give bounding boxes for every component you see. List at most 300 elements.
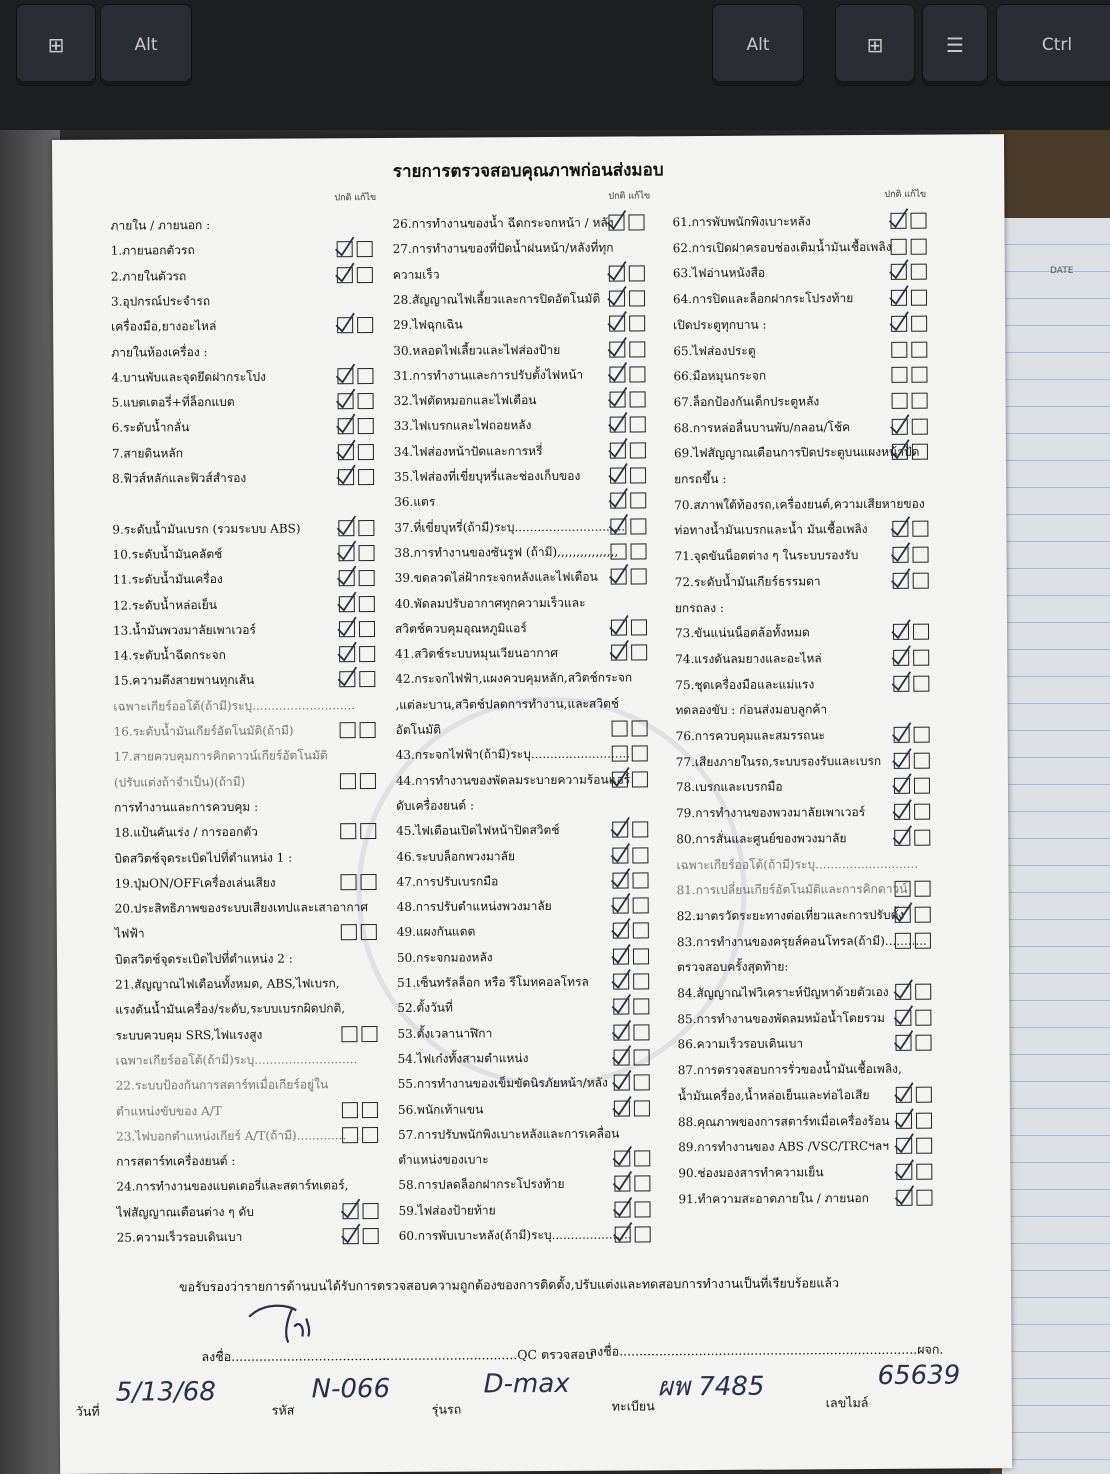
checkbox-fix[interactable]: [630, 417, 646, 433]
mileage-label: เลขไมล์: [825, 1395, 869, 1411]
notebook-date-label: DATE: [1050, 266, 1074, 276]
menu-icon: ☰: [946, 33, 964, 57]
checklist-item-label: 5.แบตเตอรี่+ที่ล็อกแบต: [111, 394, 235, 410]
keyboard: [0, 0, 1110, 130]
checkmark-icon: [611, 1094, 633, 1118]
checklist-form: [52, 134, 1012, 1474]
checkbox-fix[interactable]: [358, 545, 374, 561]
checkbox-fix[interactable]: [632, 720, 648, 736]
checkbox-fix[interactable]: [911, 264, 927, 280]
checklist-item-label: 34.ไฟส่องหน้าปัดและการหรี่: [393, 443, 543, 459]
checkbox-normal[interactable]: [892, 393, 908, 409]
checkmark-icon: [610, 892, 632, 916]
checkbox-fix[interactable]: [916, 1086, 932, 1102]
checkmark-icon: [605, 208, 627, 232]
checkmark-icon: [611, 1145, 633, 1169]
code-label: รหัส: [271, 1402, 295, 1418]
checklist-item-label: 46.ระบบล็อกพวงมาลัย: [396, 848, 516, 864]
checkbox-fix[interactable]: [910, 213, 926, 229]
checkmark-icon: [893, 1158, 915, 1182]
checkmark-icon: [892, 901, 914, 925]
checkbox-fix[interactable]: [632, 847, 648, 863]
checklist-item-label: 37.ที่เขี่ยบุหรี่(ถ้ามี)ระบุ.............................: [394, 519, 626, 535]
checkbox-normal[interactable]: [340, 773, 356, 789]
checkmark-icon: [890, 669, 912, 693]
checkbox-fix[interactable]: [913, 624, 929, 640]
checkmark-icon: [611, 1043, 633, 1067]
checklist-item-label: 47.การปรับเบรกมือ: [396, 874, 499, 889]
checklist-item-label: การสตาร์ทเครื่องยนต์ :: [116, 1153, 236, 1169]
checklist-item-label: 78.เบรกและเบรกมือ: [675, 779, 783, 795]
date-value: 5/13/68: [115, 1377, 216, 1408]
checkbox-fix[interactable]: [357, 317, 373, 333]
checkbox-fix[interactable]: [359, 671, 375, 687]
checkmark-icon: [607, 461, 629, 485]
checklist-item-label: ความเร็ว: [392, 267, 440, 282]
checklist-item-label: บิดสวิตช์จุดระเบิดไปที่ตำแหน่ง 1 :: [114, 850, 293, 866]
checklist-item-label: 50.กระจกมองหลัง: [396, 950, 493, 965]
checklist-item-label: อัตโนมัติ: [395, 722, 442, 737]
checklist-item-label: (ปรับแต่งถ้าจำเป็น)(ถ้ามี): [113, 774, 246, 790]
checkmark-icon: [335, 539, 357, 563]
checkmark-icon: [608, 563, 630, 587]
checklist-item-label: 45.ไฟเตือนเปิดไฟหน้าปิดสวิตช์: [396, 823, 560, 839]
checklist-item-label: ระบบควบคุม SRS,ไฟแรงสูง: [115, 1027, 263, 1043]
checkbox-fix[interactable]: [632, 822, 648, 838]
checklist-item-label: 59.ไฟส่องป้ายท้าย: [398, 1202, 496, 1218]
checkbox-fix[interactable]: [635, 1226, 651, 1242]
checkmark-icon: [891, 772, 913, 796]
checkbox-fix[interactable]: [915, 1035, 931, 1051]
checkbox-fix[interactable]: [632, 746, 648, 762]
checklist-item-label: ไฟสัญญาณเตือนต่าง ๆ ดับ: [116, 1204, 254, 1220]
checklist-item-label: 3.อุปกรณ์ประจำรถ: [110, 293, 211, 309]
checkmark-icon: [888, 258, 910, 282]
checkbox-fix[interactable]: [913, 547, 929, 563]
checklist-item-label: 84.สัญญาณไฟวิเคราะห์ปัญหาด้วยตัวเอง: [677, 984, 889, 1001]
checklist-item-label: 12.ระดับน้ำหล่อเย็น: [112, 597, 218, 613]
checkbox-fix[interactable]: [630, 442, 646, 458]
checkbox-fix[interactable]: [357, 267, 373, 283]
checkmark-icon: [893, 1106, 915, 1130]
checkbox-fix[interactable]: [633, 973, 649, 989]
checkmark-icon: [334, 235, 356, 259]
checkbox-fix[interactable]: [359, 596, 375, 612]
checkmark-icon: [608, 613, 630, 637]
checkbox-fix[interactable]: [634, 1049, 650, 1065]
checkmark-icon: [606, 259, 628, 283]
checklist-item-label: 63.ไฟอ่านหนังสือ: [672, 266, 766, 281]
checkbox-fix[interactable]: [916, 1189, 932, 1205]
checkbox-fix[interactable]: [629, 265, 645, 281]
checkmark-icon: [888, 284, 910, 308]
checkbox-fix[interactable]: [632, 872, 648, 888]
checklist-item-label: 38.การทำงานของซันรูฟ (ถ้ามี),,,,,,,,,,,,,,,,: [394, 544, 619, 560]
checkmark-icon: [334, 362, 356, 386]
checkbox-normal[interactable]: [895, 881, 911, 897]
checkbox-fix[interactable]: [916, 1138, 932, 1154]
checkbox-fix[interactable]: [360, 823, 376, 839]
checklist-item-label: 25.ความเร็วรอบเดินเบา: [116, 1229, 243, 1245]
checkbox-fix[interactable]: [632, 771, 648, 787]
checklist-item-label: 90.ช่องมองสารทำความเย็น: [678, 1165, 824, 1181]
checklist-item-label: 83.การทำงานของครุยส์คอนโทรล(ถ้ามี)...........: [676, 933, 927, 949]
checklist-item-label: 73.ขันแน่นน็อตล้อทั้งหมด: [674, 625, 810, 641]
checkbox-fix[interactable]: [914, 804, 930, 820]
checklist-item-label: 61.การพับพนักพิงเบาะหลัง: [672, 214, 811, 230]
checkbox-normal[interactable]: [895, 932, 911, 948]
keyboard-key-menu-icon: [922, 4, 988, 86]
checklist-item-label: 53.ตั้งเวลานาฬิกา: [397, 1025, 493, 1041]
manager-signature-line: ลงชื่อ...........................................................................ผจก.: [589, 1341, 944, 1359]
checkbox-normal[interactable]: [891, 341, 907, 357]
checklist-item-label: เฉพาะเกียร์ออโต้(ถ้ามี)ระบุ...........................: [115, 1052, 358, 1068]
checklist-item-label: น้ำมันเครื่อง,น้ำหล่อเย็นและท่อไอเสีย: [677, 1087, 870, 1103]
checkbox-normal[interactable]: [342, 1127, 358, 1143]
checklist-item-label: ดับเครื่องยนต์ :: [396, 798, 475, 813]
checkmark-icon: [334, 261, 356, 285]
checkbox-fix[interactable]: [915, 881, 931, 897]
checkmark-icon: [336, 590, 358, 614]
checkbox-fix[interactable]: [913, 675, 929, 691]
checkbox-fix[interactable]: [362, 1102, 378, 1118]
checklist-item-label: 31.การทำงานและการปรับตั้งไฟหน้า: [393, 367, 584, 383]
checklist-item-label: 81.การเปลี่ยนเกียร์อัตโนมัติและการคิกดาวน์: [676, 881, 908, 898]
checkmark-icon: [890, 567, 912, 591]
checkbox-fix[interactable]: [358, 393, 374, 409]
checklist-item-label: 89.การทำงานของ ABS /VSC/TRCฯลฯ: [678, 1139, 890, 1155]
checkmark-icon: [612, 1220, 634, 1244]
checklist-item-label: ภายในห้องเครื่อง :: [111, 344, 208, 360]
checklist-item-label: 17.สายควบคุมการคิกดาวน์เกียร์อัตโนมัติ: [113, 748, 328, 764]
checklist-item-label: 68.การหล่อลื่นบานพับ/กลอน/โช้ค: [673, 419, 851, 435]
checklist-item-label: เปิดประตูทุกบาน :: [673, 317, 767, 333]
checkmark-icon: [335, 463, 357, 487]
checkmark-icon: [893, 1183, 915, 1207]
checkbox-fix[interactable]: [915, 984, 931, 1000]
checklist-item-label: การทำงานและการควบคุม :: [114, 799, 259, 815]
checkmark-icon: [892, 1003, 914, 1027]
checkmark-icon: [606, 310, 628, 334]
key-label: Alt: [746, 35, 770, 55]
plate-label: ทะเบียน: [611, 1398, 655, 1414]
checkmark-icon: [609, 866, 631, 890]
checkbox-fix[interactable]: [634, 1075, 650, 1091]
checklist-item-label: 23.ไฟบอกตำแหน่งเกียร์ A/T(ถ้ามี).............: [116, 1128, 347, 1144]
checkmark-icon: [609, 841, 631, 865]
checklist-item-label: 70.สภาพใต้ท้องรถ,เครื่องยนต์,ความเสียหายของ: [674, 496, 925, 512]
checkbox-normal[interactable]: [891, 367, 907, 383]
checkmark-icon: [611, 1195, 633, 1219]
checkmark-icon: [891, 721, 913, 745]
keyboard-key-windows-icon: [16, 4, 96, 86]
checkbox-fix[interactable]: [631, 644, 647, 660]
checkmark-icon: [611, 1170, 633, 1194]
checkbox-fix[interactable]: [630, 518, 646, 534]
checkmark-icon: [606, 335, 628, 359]
checklist-item-label: 71.จุดขันน็อตต่าง ๆ ในระบบรองรับ: [674, 548, 859, 564]
checklist-item-label: 15.ความตึงสายพานทุกเส้น: [113, 673, 255, 689]
checkmark-icon: [606, 360, 628, 384]
checklist-item-label: บิดสวิตช์จุดระเบิดไปที่ตำแหน่ง 2 :: [114, 951, 293, 967]
checkmark-icon: [888, 310, 910, 334]
checklist-item-label: 35.ไฟส่องที่เขี่ยบุหรี่และช่องเก็บของ: [394, 468, 581, 484]
checkbox-normal[interactable]: [612, 746, 628, 762]
checkbox-fix[interactable]: [914, 829, 930, 845]
checkbox-fix[interactable]: [363, 1228, 379, 1244]
checkbox-fix[interactable]: [629, 316, 645, 332]
checklist-item-label: 91.ทำความสะอาดภายใน / ภายนอก: [678, 1190, 869, 1206]
checkbox-fix[interactable]: [362, 1127, 378, 1143]
checkmark-icon: [606, 284, 628, 308]
checkbox-fix[interactable]: [912, 418, 928, 434]
checklist-item-label: ทดลองขับ : ก่อนส่งมอบลูกค้า: [675, 702, 828, 718]
checklist-item-label: 26.การทำงานของน้ำ ฉีดกระจกหน้า / หลัง: [392, 215, 614, 231]
checklist-item-label: 36.แตร: [394, 494, 436, 510]
checkbox-fix[interactable]: [359, 646, 375, 662]
checkmark-icon: [336, 640, 358, 664]
checklist-item-label: 40.พัดลมปรับอากาศทุกความเร็วและ: [394, 595, 586, 611]
checklist-item-label: 80.การสั่นและศูนย์ของพวงมาลัย: [676, 830, 847, 846]
checklist-item-label: ยกรถขึ้น :: [674, 471, 727, 487]
notebook: [1002, 218, 1110, 1474]
checklist-item-label: 51.เซ็นทรัลล็อก หรือ รีโมทคอลโทรล: [397, 974, 589, 990]
checkbox-fix[interactable]: [629, 290, 645, 306]
checkbox-fix[interactable]: [630, 543, 646, 559]
checkmark-icon: [607, 436, 629, 460]
date-label: วันที่: [75, 1403, 100, 1419]
checkbox-fix[interactable]: [914, 752, 930, 768]
checkbox-fix[interactable]: [911, 315, 927, 331]
checkbox-normal[interactable]: [341, 925, 357, 941]
checklist-item-label: 87.การตรวจสอบการรั่วของน้ำมันเชื้อเพลิง,: [677, 1061, 902, 1078]
checkbox-fix[interactable]: [915, 907, 931, 923]
keyboard-key-alt: [712, 4, 804, 86]
checkbox-fix[interactable]: [630, 391, 646, 407]
checkbox-fix[interactable]: [634, 1176, 650, 1192]
checkbox-fix[interactable]: [631, 569, 647, 585]
column-header-3: ปกติ แก้ไข: [884, 189, 927, 200]
checklist-item-label: 69.ไฟสัญญาณเตือนการปิดประตูบนแผงหน้าปัด: [673, 445, 920, 461]
checklist-item-label: 39.ขดลวดไล่ฝ้ากระจกหลังและไฟเตือน: [394, 569, 598, 586]
checkbox-fix[interactable]: [633, 1024, 649, 1040]
checkbox-normal[interactable]: [340, 722, 356, 738]
checkbox-fix[interactable]: [362, 1203, 378, 1219]
checklist-item-label: 56.พนักเท้าแขน: [397, 1101, 484, 1117]
checklist-item-label: 48.การปรับตำแหน่งพวงมาลัย: [396, 899, 552, 915]
checkbox-fix[interactable]: [633, 923, 649, 939]
checklist-item-label: 57.การปรับพนักพิงเบาะหลังและการเคลื่อน: [398, 1126, 620, 1142]
checkbox-fix[interactable]: [360, 722, 376, 738]
checkbox-fix[interactable]: [912, 393, 928, 409]
checklist-item-label: 4.บานพับและจุดยึดฝากระโปง: [111, 369, 267, 385]
checklist-item-label: สวิตช์ควบคุมอุณหภูมิแอร์: [394, 620, 527, 636]
checkbox-fix[interactable]: [911, 290, 927, 306]
checkbox-fix[interactable]: [629, 366, 645, 382]
key-label: Alt: [134, 35, 158, 55]
checkbox-normal[interactable]: [340, 874, 356, 890]
checklist-item-label: 82.มาตรวัดระยะทางต่อเที่ยวและการปรับตั้ง: [676, 907, 905, 924]
checkmark-icon: [893, 1081, 915, 1105]
checklist-item-label: 74.แรงดันลมยางและอะไหล่: [675, 651, 822, 667]
checklist-item-label: 2.ภายในตัวรถ: [110, 268, 187, 284]
checkbox-fix[interactable]: [633, 897, 649, 913]
checkbox-fix[interactable]: [633, 999, 649, 1015]
checklist-item-label: 7.สายดินหลัก: [111, 445, 184, 461]
checkbox-fix[interactable]: [628, 214, 644, 230]
checklist-item-label: 86.ความเร็วรอบเดินเบา: [677, 1036, 804, 1052]
checkbox-normal[interactable]: [340, 823, 356, 839]
checkbox-fix[interactable]: [913, 572, 929, 588]
checklist-item-label: 28.สัญญาณไฟเลี้ยวและการปิดอัตโนมัติ: [392, 291, 601, 307]
checkbox-fix[interactable]: [911, 238, 927, 254]
checklist-item-label: ภายใน / ภายนอก :: [110, 218, 211, 233]
checkbox-fix[interactable]: [634, 1100, 650, 1116]
checkmark-icon: [610, 993, 632, 1017]
checklist-item-label: 20.ประสิทธิภาพของระบบเสียงเทปและเสาอากาศ: [114, 900, 369, 916]
checkbox-normal[interactable]: [612, 720, 628, 736]
checkbox-normal[interactable]: [891, 238, 907, 254]
checklist-item-label: 88.คุณภาพของการสตาร์ทเมื่อเครื่องร้อน: [677, 1113, 890, 1129]
checkbox-fix[interactable]: [631, 619, 647, 635]
checklist-item-label: 10.ระดับน้ำมันคลัตช์: [112, 546, 223, 562]
code-value: N-066: [311, 1373, 391, 1405]
checkbox-fix[interactable]: [358, 520, 374, 536]
checkbox-fix[interactable]: [630, 467, 646, 483]
checkbox-fix[interactable]: [357, 241, 373, 257]
checkbox-fix[interactable]: [361, 1026, 377, 1042]
checkmark-icon: [889, 438, 911, 462]
checklist-item-label: 66.มือหมุนกระจก: [673, 368, 767, 384]
checkbox-fix[interactable]: [358, 418, 374, 434]
checkbox-normal[interactable]: [342, 1102, 358, 1118]
checklist-item-label: 62.การเปิดฝาครอบช่องเติมน้ำมันเชื้อเพลิง: [672, 239, 892, 255]
checkbox-fix[interactable]: [914, 727, 930, 743]
checkbox-fix[interactable]: [629, 341, 645, 357]
checkmark-icon: [335, 514, 357, 538]
checkbox-normal[interactable]: [341, 1026, 357, 1042]
checklist-item-label: ยกรถลง :: [674, 600, 724, 615]
checkmark-icon: [611, 1069, 633, 1093]
checkbox-fix[interactable]: [361, 924, 377, 940]
checkmark-icon: [607, 411, 629, 435]
checkmark-icon: [607, 512, 629, 536]
checkbox-fix[interactable]: [360, 773, 376, 789]
checkmark-icon: [336, 564, 358, 588]
checklist-item-label: 8.ฟิวส์หลักและฟิวส์สำรอง: [112, 470, 247, 486]
windows-icon: ⊞: [47, 33, 65, 57]
checklist-item-label: 22.ระบบป้องกันการสตาร์ทเมื่อเกียร์อยู่ใน: [115, 1077, 329, 1093]
checklist-item-label: ไฟฟ้า: [114, 926, 145, 942]
checkbox-fix[interactable]: [913, 650, 929, 666]
checkbox-fix[interactable]: [915, 1009, 931, 1025]
checklist-item-label: 44.การทำงานของพัดลมระบายความร้อนแอร์: [395, 772, 631, 788]
column-header-1: ปกติ แก้ไข: [334, 193, 377, 204]
checkbox-fix[interactable]: [916, 1164, 932, 1180]
checkbox-fix[interactable]: [633, 948, 649, 964]
checkmark-icon: [340, 1222, 362, 1246]
checkbox-fix[interactable]: [359, 621, 375, 637]
checklist-item-label: 9.ระดับน้ำมันเบรก (รวมระบบ ABS): [112, 521, 301, 537]
checklist-item-label: 55.การทำงานของเข็มขัดนิรภัยหน้า/หลัง: [397, 1075, 608, 1092]
model-label: รุ่นรถ: [431, 1401, 462, 1417]
checklist-item-label: 1.ภายนอกตัวรถ: [110, 243, 195, 258]
checkbox-fix[interactable]: [916, 1112, 932, 1128]
checklist-item-label: ตรวจสอบครั้งสุดท้าย:: [677, 959, 789, 975]
mileage-value: 65639: [877, 1360, 961, 1391]
checkmark-icon: [607, 386, 629, 410]
checkmark-icon: [893, 1132, 915, 1156]
checkmark-icon: [890, 644, 912, 668]
checklist-item-label: 76.การควบคุมและสมรรถนะ: [675, 728, 826, 744]
checkmark-icon: [887, 207, 909, 231]
checkmark-icon: [889, 515, 911, 539]
checklist-item-label: 18.แป้นคันเร่ง / การออกตัว: [114, 824, 258, 840]
checklist-item-label: 60.การพับเบาะหลัง(ถ้ามี)ระบุ.....................: [398, 1227, 632, 1243]
checklist-item-label: 72.ระดับน้ำมันเกียร์ธรรมดา: [674, 574, 821, 590]
checkbox-fix[interactable]: [634, 1150, 650, 1166]
checklist-item-label: 52.ตั้งวันที่: [397, 1000, 453, 1016]
desk-edge: [0, 130, 60, 1474]
checklist-item-label: 29.ไฟฉุกเฉิน: [393, 317, 463, 333]
checklist-item-label: 43.กระจกไฟฟ้า(ถ้ามี)ระบุ..........................: [395, 746, 631, 763]
checkbox-fix[interactable]: [630, 493, 646, 509]
checklist-item-label: 19.ปุ่มON/OFFเครื่องเล่นเสียง: [114, 875, 276, 891]
checklist-item-label: ตำแหน่งขับของ A/T: [115, 1103, 222, 1119]
checkmark-icon: [891, 798, 913, 822]
checklist-item-label: แรงดันน้ำมันเครื่อง/ระดับ,ระบบเบรกผิดปกติ,: [115, 1001, 346, 1017]
checklist-item-label: เฉพาะเกียร์ออโต้(ถ้ามี)ระบุ...........................: [676, 856, 919, 872]
checkmark-icon: [335, 387, 357, 411]
checklist-item-label: 27.การทำงานของที่ปัดน้ำฝนหน้า/หลังที่ทุก: [392, 240, 614, 257]
checklist-item-label: 32.ไฟตัดหมอกและไฟเตือน: [393, 393, 537, 409]
column-header-2: ปกติ แก้ไข: [608, 191, 651, 202]
checkbox-fix[interactable]: [358, 469, 374, 485]
windows-icon: ⊞: [866, 33, 884, 57]
checkmark-icon: [892, 978, 914, 1002]
keyboard-key-ctrl: [996, 4, 1110, 86]
qc-signature: [244, 1296, 324, 1346]
checkbox-fix[interactable]: [358, 444, 374, 460]
checklist-item-label: 79.การทำงานของพวงมาลัยเพาเวอร์: [676, 805, 866, 821]
checkbox-fix[interactable]: [914, 778, 930, 794]
checklist-item-label: 65.ไฟส่องประตู: [673, 343, 756, 358]
checkbox-fix[interactable]: [634, 1201, 650, 1217]
checkbox-fix[interactable]: [915, 932, 931, 948]
checkmark-icon: [610, 917, 632, 941]
checkbox-fix[interactable]: [912, 521, 928, 537]
checkbox-fix[interactable]: [360, 874, 376, 890]
qc-signature-line: ลงชื่อ........................................................................QC ตรวจสอบ: [201, 1346, 594, 1365]
checklist-item-label: 14.ระดับน้ำฉีดกระจก: [113, 648, 226, 663]
checklist-item-label: 85.การทำงานของพัดลมหม้อน้ำโดยรวม: [677, 1010, 885, 1026]
checkbox-normal[interactable]: [610, 543, 626, 559]
checkbox-fix[interactable]: [357, 368, 373, 384]
checkmark-icon: [336, 666, 358, 690]
checklist-item-label: 75.ชุดเครื่องมือและแม่แรง: [675, 676, 815, 692]
checkbox-fix[interactable]: [359, 570, 375, 586]
checkmark-icon: [334, 311, 356, 335]
checkmark-icon: [891, 746, 913, 770]
certification-text: ขอรับรองว่ารายการด้านบนได้รับการตรวจสอบความถูกต้องของการติดตั้ง,ปรับแต่งและทดสอบการทำงานเป็นที่เรียบร้อยแล้ว: [178, 1275, 840, 1295]
checkmark-icon: [890, 618, 912, 642]
checkbox-fix[interactable]: [912, 444, 928, 460]
checkbox-fix[interactable]: [911, 367, 927, 383]
checklist-item-label: 54.ไฟเก๋งทั้งสามตำแหน่ง: [397, 1050, 529, 1066]
checkbox-fix[interactable]: [911, 341, 927, 357]
model-value: D-max: [483, 1368, 570, 1400]
checkmark-icon: [335, 438, 357, 462]
